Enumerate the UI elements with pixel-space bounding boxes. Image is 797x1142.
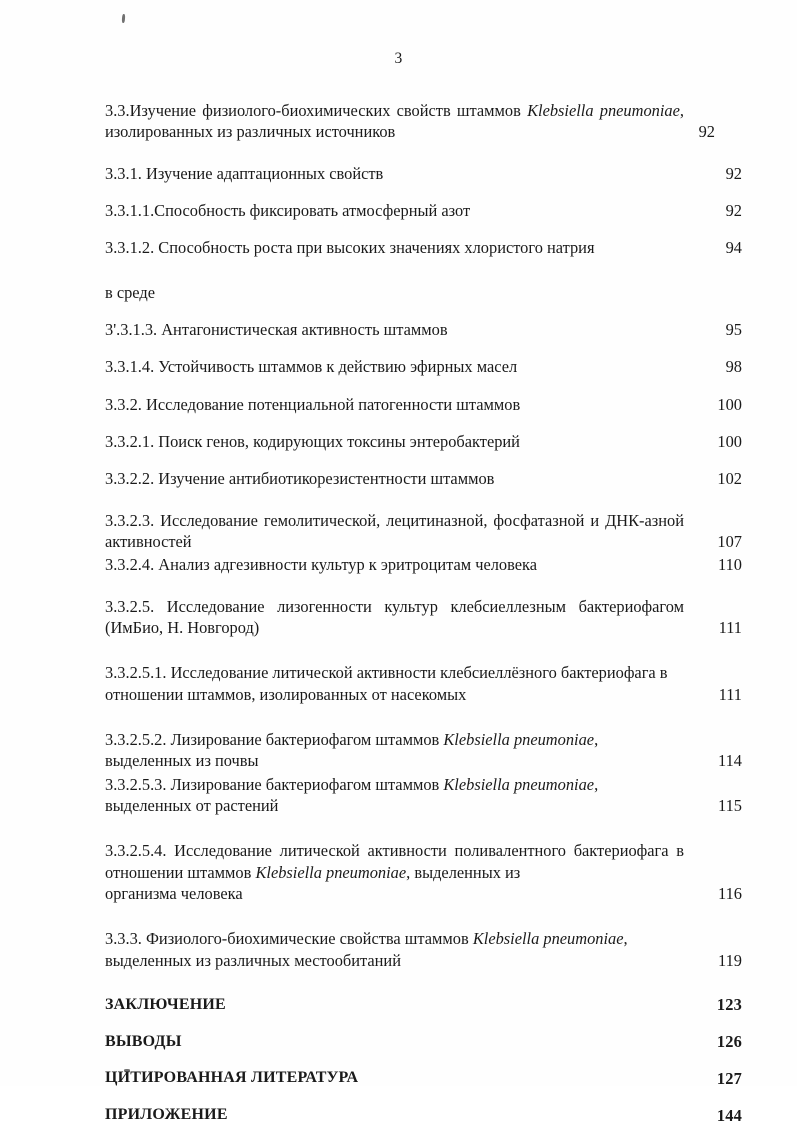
toc-entry-text: 3.3.2. Исследование потенциальной патогенности штаммов bbox=[105, 394, 521, 414]
toc-entry-3-3-2-5-2[interactable] bbox=[105, 729, 742, 772]
toc-page-number: 92 bbox=[698, 122, 715, 142]
toc-entry-text bbox=[105, 840, 742, 883]
toc-page-number: 144 bbox=[716, 1105, 742, 1125]
toc-page-number: 100 bbox=[717, 431, 742, 451]
toc-page-number: 127 bbox=[716, 1068, 742, 1088]
toc-page-number: 92 bbox=[725, 163, 742, 183]
toc-entry-species: Klebsiella pneumoniae bbox=[255, 862, 407, 882]
toc-entry-text: 3.3.2.5.1. Исследование литической активности клебсиеллёзного бактериофага в отношении штаммов, изолированных от насекомых bbox=[105, 663, 668, 704]
toc-entry-3-3-2-3[interactable] bbox=[105, 510, 742, 553]
toc-page-number: 115 bbox=[718, 795, 742, 815]
toc-entry-continuation: выделенных из различных местообитаний bbox=[105, 950, 401, 970]
page-number-folio: 3 bbox=[394, 50, 403, 67]
toc-entry-continuation: выделенных от растений bbox=[105, 795, 279, 815]
toc-entry-3-3-1[interactable] bbox=[105, 163, 742, 184]
toc-heading-text: ЦИТИРОВАННАЯ ЛИТЕРАТУРА bbox=[105, 1069, 359, 1087]
toc-page-number: 119 bbox=[718, 950, 742, 970]
toc-entry-continuation: в среде bbox=[105, 282, 155, 302]
toc-entry-text: 3.3.2.5. Исследование лизогенности культур клебсиеллезным бактериофагом (ИмБио, Н. Новгород) bbox=[105, 596, 684, 637]
toc-heading-references[interactable] bbox=[105, 1068, 742, 1089]
scan-artifact-top-icon bbox=[122, 14, 126, 23]
toc-entry-3-3-2-5[interactable] bbox=[105, 596, 742, 639]
toc-page-number: 126 bbox=[716, 1032, 742, 1052]
toc-entry-species: Klebsiella pneumoniae bbox=[443, 729, 595, 749]
toc-entry-text: 3.3.2.3. Исследование гемолитической, лецитиназной, фосфатазной и ДНК-азной активностей bbox=[105, 510, 684, 551]
toc-entry-text: 3.3.2.1. Поиск генов, кодирующих токсины энтеробактерий bbox=[105, 431, 520, 451]
toc-entry-3-3-3[interactable] bbox=[105, 928, 742, 971]
toc-entry-text: 3.3.2.2. Изучение антибиотикорезистентности штаммов bbox=[105, 469, 495, 489]
toc-entry-text bbox=[105, 100, 742, 143]
toc-entry-continuation: выделенных из почвы bbox=[105, 751, 259, 771]
toc-entry-3-3-2-1[interactable] bbox=[105, 431, 742, 452]
spacer bbox=[105, 268, 742, 282]
toc-entry-suffix: , bbox=[594, 729, 599, 749]
toc-entry-suffix: , bbox=[623, 929, 628, 949]
toc-entry-text: 3.3.1.2. Способность роста при высоких значениях хлористого натрия bbox=[105, 238, 595, 258]
toc-heading-text: ПРИЛОЖЕНИЕ bbox=[105, 1106, 228, 1124]
toc-page-number: 92 bbox=[725, 200, 742, 220]
table-of-contents bbox=[105, 100, 742, 1142]
toc-entry-3-3-1-1[interactable] bbox=[105, 200, 742, 221]
toc-heading-appendix[interactable] bbox=[105, 1105, 742, 1126]
toc-page-number: 114 bbox=[718, 751, 742, 771]
toc-entry-text: 3.3.1. Изучение адаптационных свойств bbox=[105, 163, 384, 183]
toc-page-number: 94 bbox=[725, 238, 742, 258]
toc-entry-3-3-2-5-3[interactable] bbox=[105, 774, 742, 817]
toc-entry-prefix: 3.3.3. Физиолого-биохимические свойства штаммов bbox=[105, 929, 473, 949]
toc-entry-3-3-2[interactable] bbox=[105, 394, 742, 415]
toc-page-number: 111 bbox=[718, 617, 742, 637]
toc-entry-species: Klebsiella pneumoniae bbox=[527, 101, 680, 120]
toc-entry-3-3[interactable] bbox=[105, 100, 742, 143]
toc-entry-text: 3.3.1.4. Устойчивость штаммов к действию эфирных масел bbox=[105, 357, 518, 377]
toc-entry-suffix: , выделенных из bbox=[406, 862, 521, 882]
toc-entry-species: Klebsiella pneumoniae bbox=[472, 929, 624, 949]
toc-entry-prefix: 3.3.2.5.3. Лизирование бактериофагом штаммов bbox=[105, 774, 444, 794]
toc-heading-text: ВЫВОДЫ bbox=[105, 1032, 182, 1050]
toc-entry-3-3-1-4[interactable] bbox=[105, 356, 742, 377]
toc-page-number: 110 bbox=[718, 555, 742, 575]
toc-page-number: 116 bbox=[718, 883, 742, 903]
toc-entry-text bbox=[105, 729, 742, 750]
toc-entry-text: 3.3.2.4. Анализ адгезивности культур к эритроцитам человека bbox=[105, 555, 538, 575]
toc-page-number: 95 bbox=[725, 319, 742, 339]
toc-entry-text bbox=[105, 928, 742, 949]
toc-entry-prefix: 3.3.2.5.4. Исследование литической активности поливалентного бактериофага в отношении штаммов bbox=[105, 841, 684, 882]
toc-entry-suffix: , изолированных из различных источников bbox=[105, 101, 684, 142]
toc-heading-conclusion[interactable] bbox=[105, 995, 742, 1016]
toc-page-number: 111 bbox=[718, 684, 742, 704]
toc-entry-suffix: , bbox=[594, 774, 599, 794]
toc-entry-text bbox=[105, 774, 742, 795]
toc-entry-text: 3.3.1.1.Способность фиксировать атмосферный азот bbox=[105, 200, 471, 220]
toc-page-number: 102 bbox=[717, 469, 742, 489]
toc-heading-findings[interactable] bbox=[105, 1032, 742, 1053]
toc-entry-species: Klebsiella pneumoniae bbox=[443, 774, 595, 794]
toc-page-number: 100 bbox=[717, 394, 742, 414]
toc-entry-3-3-2-4[interactable] bbox=[105, 554, 742, 575]
toc-heading-text: ЗАКЛЮЧЕНИЕ bbox=[105, 995, 226, 1013]
toc-entry-3-3-1-3[interactable] bbox=[105, 319, 742, 340]
toc-entry-text: 3'.3.1.3. Антагонистическая активность штаммов bbox=[105, 319, 448, 339]
toc-entry-prefix: 3.3.Изучение физиолого-биохимических свойств штаммов bbox=[105, 101, 528, 120]
toc-entry-prefix: 3.3.2.5.2. Лизирование бактериофагом штаммов bbox=[105, 729, 444, 749]
toc-entry-3-3-2-2[interactable] bbox=[105, 468, 742, 489]
toc-entry-3-3-2-5-4[interactable] bbox=[105, 840, 742, 904]
toc-entry-3-3-1-2[interactable] bbox=[105, 237, 742, 258]
toc-page-number: 107 bbox=[717, 531, 742, 551]
toc-entry-3-3-1-2-continuation bbox=[105, 282, 742, 303]
toc-page-number: 123 bbox=[716, 995, 742, 1015]
toc-entry-3-3-2-5-1[interactable] bbox=[105, 662, 742, 705]
toc-entry-continuation: организма человека bbox=[105, 883, 243, 903]
toc-page-number: 98 bbox=[725, 357, 742, 377]
